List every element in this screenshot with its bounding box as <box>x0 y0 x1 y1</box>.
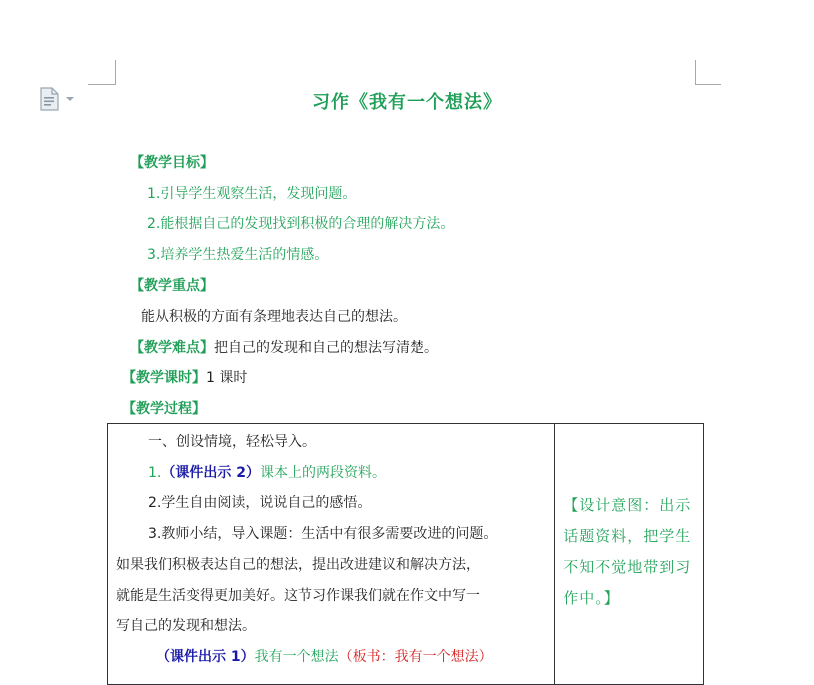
process-main-cell <box>108 424 555 685</box>
process-side-cell <box>555 424 704 685</box>
difficulty-row <box>130 338 438 358</box>
step1-item-3-line-4: 写自己的发现和想法。 <box>116 618 256 634</box>
slide-1-row <box>156 647 493 667</box>
slide-tag-2: （课件出示 2） <box>161 465 260 481</box>
document-title: 习作《我有一个想法》 <box>312 92 502 113</box>
page-margin-corner-top-left <box>88 60 116 85</box>
goal-item-2: 2.能根据自己的发现找到积极的合理的解决方法。 <box>147 216 455 232</box>
focus-text: 能从积极的方面有条理地表达自己的想法。 <box>141 309 407 325</box>
hours-heading: 【教学课时】 <box>122 370 206 386</box>
step1-item-3-line-1: 3.教师小结，导入课题：生活中有很多需要改进的问题。 <box>148 526 498 542</box>
step1-item-3-line-3: 就能是生活变得更加美好。这节习作课我们就在作文中写一 <box>116 588 480 604</box>
page-margin-corner-top-right <box>695 60 721 85</box>
process-heading: 【教学过程】 <box>122 401 206 417</box>
difficulty-text: 把自己的发现和自己的想法写清楚。 <box>214 340 438 356</box>
focus-heading: 【教学重点】 <box>130 278 214 294</box>
slide-1-text: 我有一个想法 <box>254 649 339 665</box>
difficulty-heading: 【教学难点】 <box>130 340 214 356</box>
goal-item-3: 3.培养学生热爱生活的情感。 <box>147 247 329 263</box>
step1-title: 一、创设情境，轻松导入。 <box>148 434 316 450</box>
step1-item-1 <box>148 463 386 483</box>
design-intent-note: 【设计意图：出示话题资料，把学生不知不觉地带到习作中。】 <box>563 496 692 607</box>
goal-item-1: 1.引导学生观察生活，发现问题。 <box>147 186 357 202</box>
slide-tag-1: （课件出示 1） <box>156 649 255 665</box>
step1-item-1-number: 1. <box>148 465 162 481</box>
step1-item-1-text: 课本上的两段资料。 <box>259 465 386 481</box>
board-note: （板书：我有一个想法） <box>338 649 493 665</box>
hours-row <box>122 368 247 388</box>
step1-item-2: 2.学生自由阅读，说说自己的感悟。 <box>148 495 372 511</box>
step1-item-3-line-2: 如果我们积极表达自己的想法，提出改进建议和解决方法， <box>116 557 480 573</box>
goals-heading: 【教学目标】 <box>130 155 214 171</box>
hours-text: 1 课时 <box>206 370 248 386</box>
process-table <box>107 423 704 685</box>
